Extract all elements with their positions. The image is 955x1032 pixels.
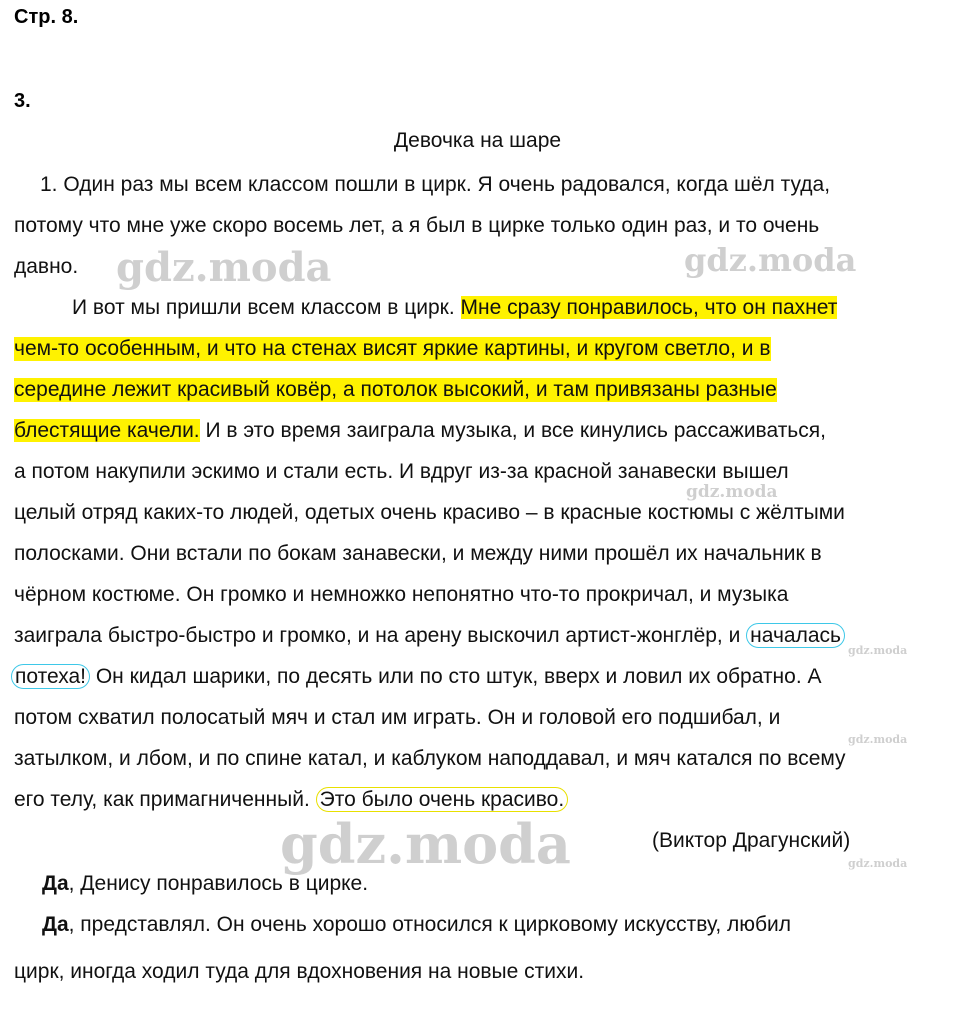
story-line bbox=[14, 624, 845, 648]
watermark: gdz.moda bbox=[848, 733, 908, 746]
circled-text: Это было очень красиво. bbox=[316, 787, 569, 812]
story-line: целый отряд каких-то людей, одетых очень красиво – в красные костюмы с жёлтыми bbox=[14, 501, 845, 524]
circled-text: потеха! bbox=[11, 664, 90, 689]
highlighted-line: чем-то особенным, и что на стенах висят яркие картины, и кругом светло, и в bbox=[14, 337, 771, 360]
story-line: полосками. Они встали по бокам занавески, и между ними прошёл их начальник в bbox=[14, 542, 822, 565]
story-line: потом схватил полосатый мяч и стал им играть. Он и головой его подшибал, и bbox=[14, 706, 781, 729]
highlighted-line: середине лежит красивый ковёр, а потолок высокий, и там привязаны разные bbox=[14, 378, 777, 401]
story-line bbox=[14, 419, 826, 443]
story-text: заиграла быстро-быстро и громко, и на арену выскочил артист-жонглёр, и bbox=[14, 624, 741, 647]
story-title: Девочка на шаре bbox=[393, 129, 562, 152]
answer-text: , Денису понравилось в цирке. bbox=[68, 872, 369, 895]
answer-line bbox=[42, 913, 791, 937]
answer-bold: Да bbox=[42, 913, 69, 936]
story-text: И в это время заиграла музыка, и все кинулись рассаживаться, bbox=[205, 419, 826, 442]
story-line: давно. bbox=[14, 255, 79, 278]
story-line: потому что мне уже скоро восемь лет, а я был в цирке только один раз, и то очень bbox=[14, 214, 820, 237]
highlighted-text: блестящие качели. bbox=[14, 419, 200, 442]
watermark: gdz.moda bbox=[116, 244, 332, 291]
task-number: 3. bbox=[14, 90, 31, 112]
watermark: gdz.moda bbox=[848, 857, 908, 870]
story-line: затылком, и лбом, и по спине катал, и каблуком наподдавал, и мяч катался по всему bbox=[14, 747, 846, 770]
story-line bbox=[11, 665, 822, 689]
story-text: его телу, как примагниченный. bbox=[14, 788, 310, 811]
story-line: чёрном костюме. Он громко и немножко непонятно что-то прокричал, и музыка bbox=[14, 583, 789, 606]
watermark: gdz.moda bbox=[686, 482, 778, 502]
story-text: Он кидал шарики, по десять или по сто штук, вверх и ловил их обратно. А bbox=[95, 665, 822, 688]
story-line bbox=[14, 788, 568, 812]
circled-text: началась bbox=[746, 623, 845, 648]
answer-text: , представлял. Он очень хорошо относился к цирковому искусству, любил bbox=[68, 913, 792, 936]
answer-bold: Да bbox=[42, 872, 69, 895]
story-author: (Виктор Драгунский) bbox=[652, 829, 851, 852]
answer-line bbox=[14, 960, 584, 984]
story-line bbox=[72, 296, 837, 320]
story-line: 1. Один раз мы всем классом пошли в цирк. Я очень радовался, когда шёл туда, bbox=[40, 173, 831, 196]
answer-text: цирк, иногда ходил туда для вдохновения на новые стихи. bbox=[14, 960, 585, 983]
page-header: Стр. 8. bbox=[14, 6, 79, 28]
story-text: И вот мы пришли всем классом в цирк. bbox=[72, 296, 455, 319]
highlighted-text: Мне сразу понравилось, что он пахнет bbox=[460, 296, 838, 319]
watermark: gdz.moda bbox=[684, 241, 857, 279]
watermark: gdz.moda bbox=[848, 644, 908, 657]
story-line: а потом накупили эскимо и стали есть. И вдруг из-за красной занавески вышел bbox=[14, 460, 789, 483]
watermark: gdz.moda bbox=[280, 812, 571, 876]
